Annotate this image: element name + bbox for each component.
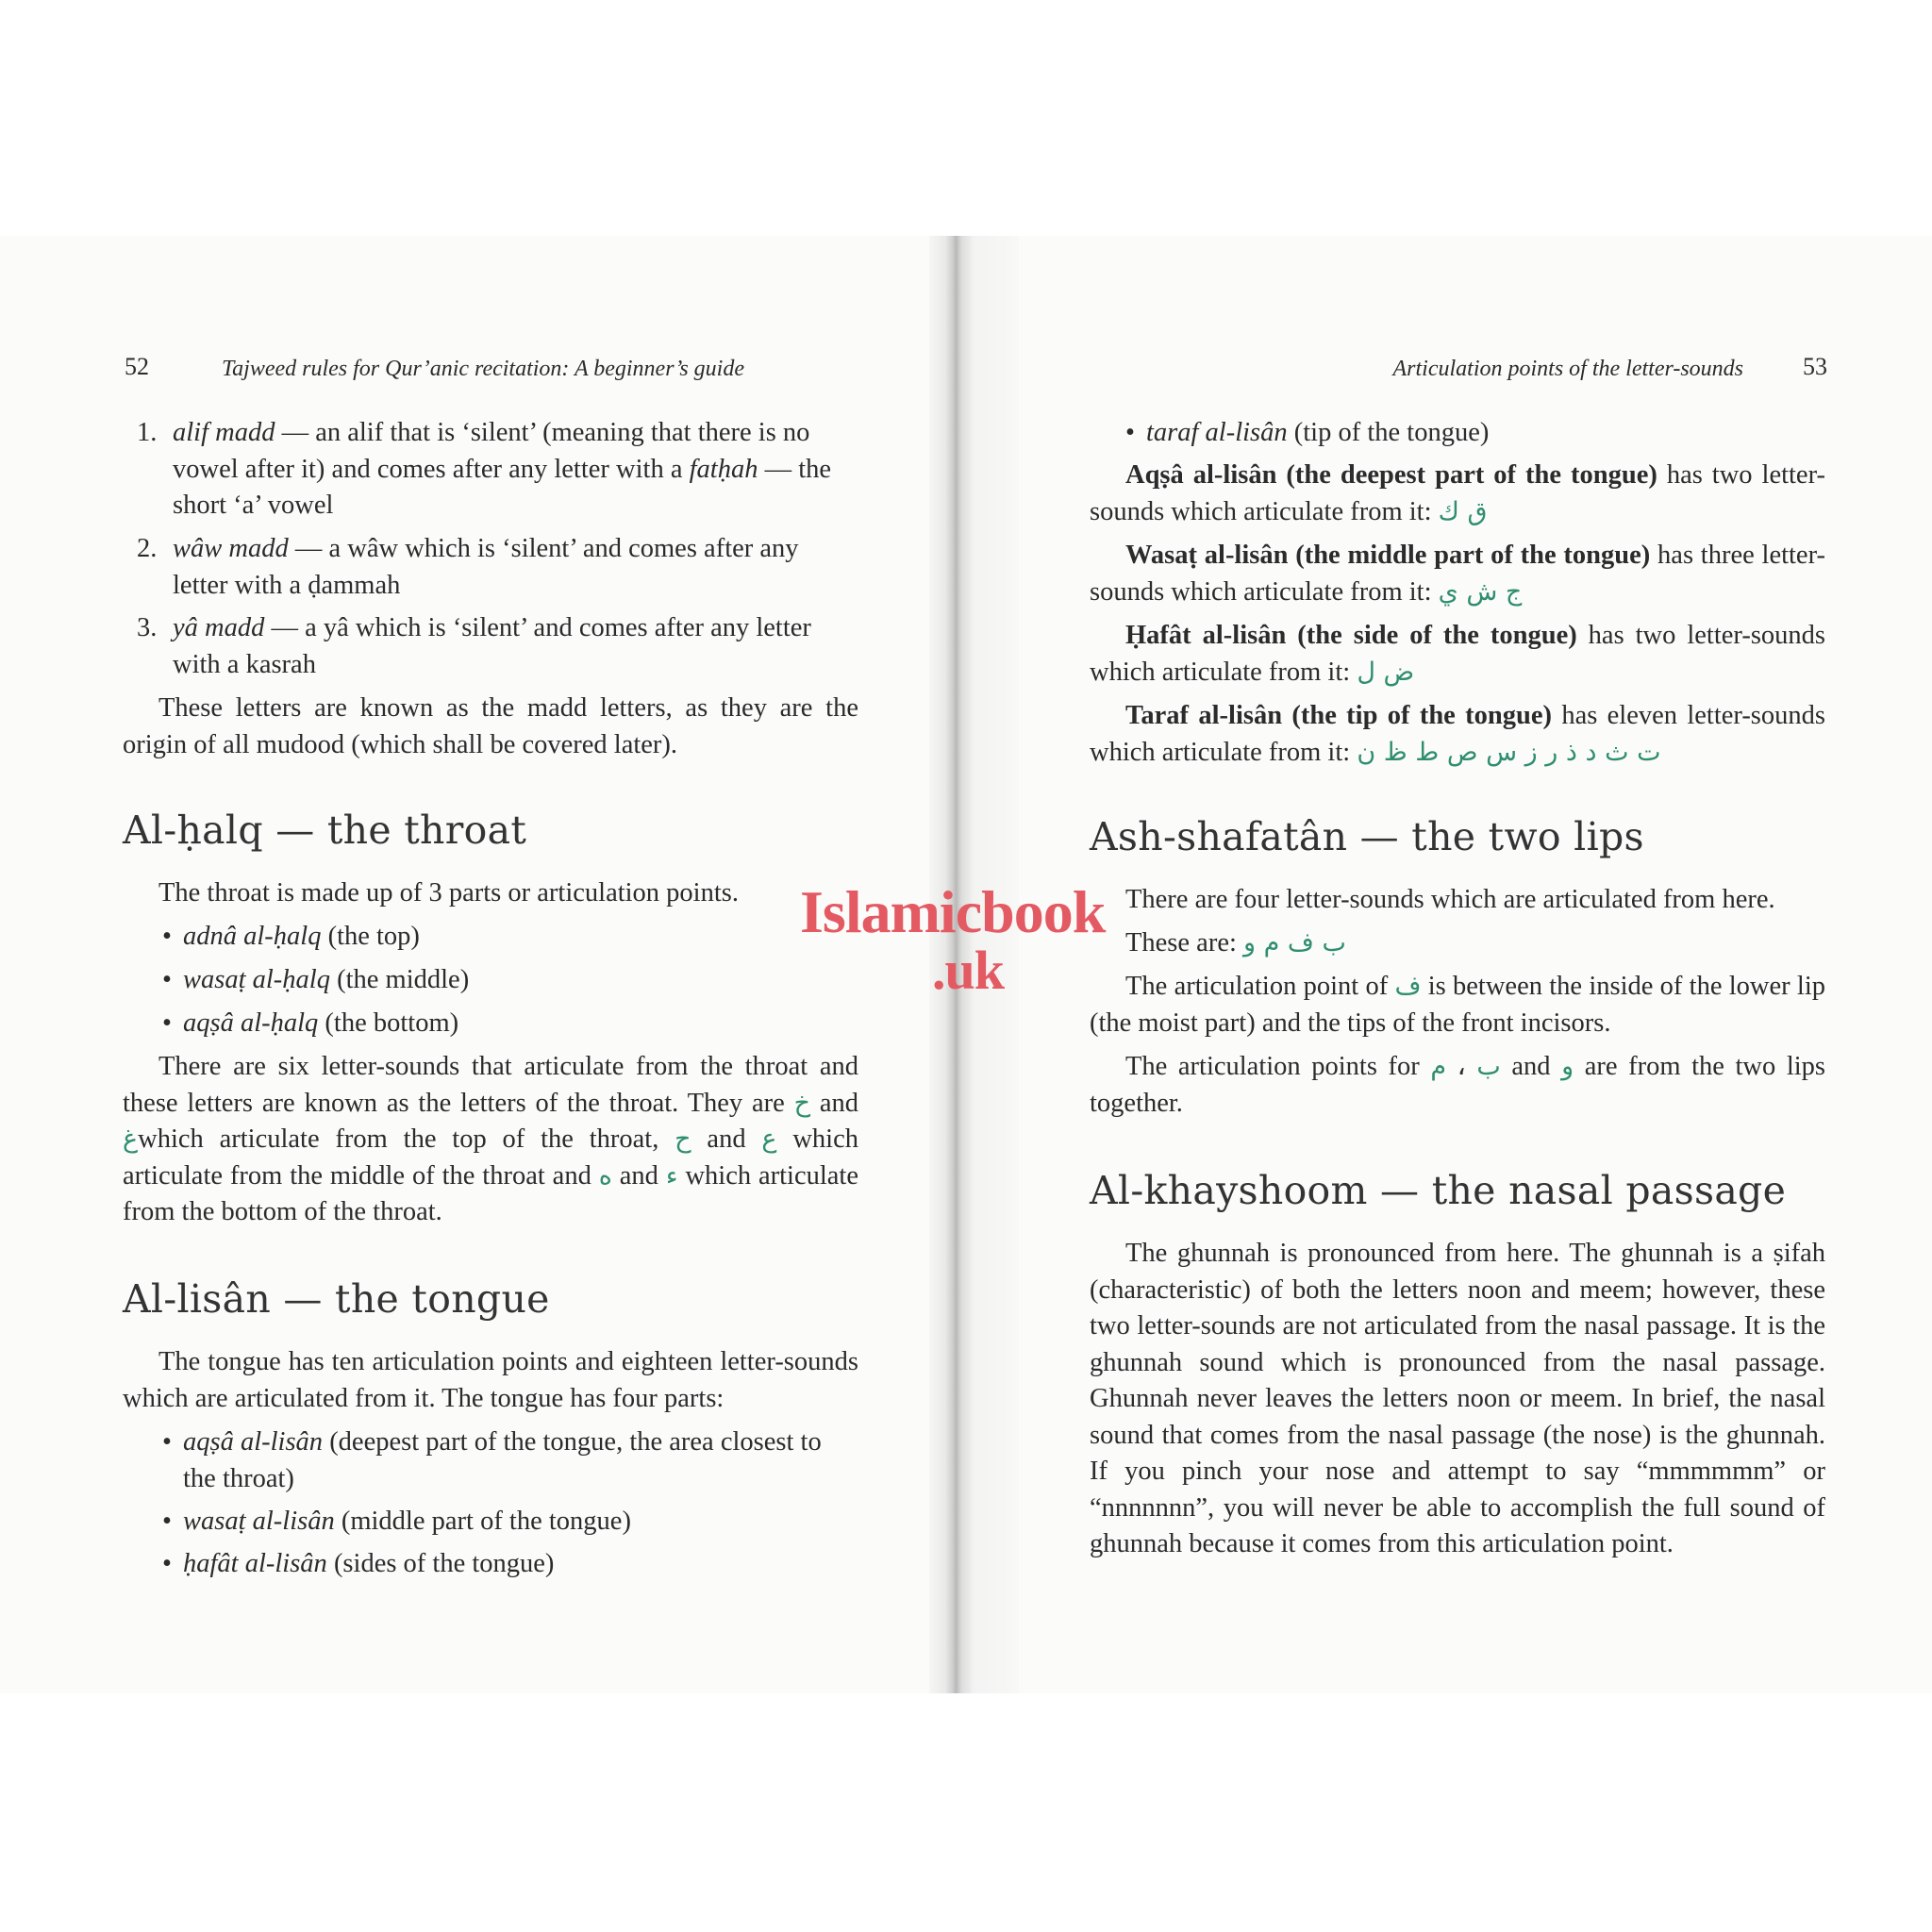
running-head: Tajweed rules for Qur’anic recitation: A beginner’s guide	[222, 357, 744, 381]
bold-term: Taraf al-lisân (the tip of the tongue)	[1125, 701, 1552, 730]
arabic-letters: ت ث د ذ ر ز س ص ط ظ ن	[1357, 737, 1661, 767]
throat-letters-paragraph: There are six letter-sounds that articulate from the throat and these letters are known as the letters of the throat. They are خ and غwhich articulate from the top of the throat, ح and ع which articulate from the middle of the throat and ه and ء which articulate from the bottom of the throat.	[123, 1052, 858, 1226]
arabic-letter: ه	[598, 1160, 612, 1191]
paragraph: The throat is made up of 3 parts or articulation points.	[158, 878, 739, 908]
arabic-letter: ح	[675, 1124, 691, 1154]
articulation-paragraph: Wasaṭ al-lisân (the middle part of the tongue) has three letter-sounds which articulate from it: ج ش ي	[1090, 541, 1825, 607]
bullet-item: • aqṣâ al-lisân (deepest part of the tongue, the area closest to the throat)	[162, 1424, 858, 1497]
arabic-letter: ء	[665, 1160, 678, 1191]
arabic-letter: م	[1430, 1052, 1447, 1081]
page-number: 52	[125, 353, 149, 380]
bold-term: Aqṣâ al-lisân (the deepest part of the tongue)	[1125, 460, 1657, 490]
section-heading: Al-lisân — the tongue	[123, 1276, 550, 1322]
arabic-letter: ب	[1476, 1052, 1501, 1081]
paragraph: The articulation point of ف is between the inside of the lower lip (the moist part) and the tips of the front incisors.	[1090, 972, 1825, 1038]
bullet-icon: •	[1125, 418, 1135, 447]
list-number: 1.	[137, 418, 158, 447]
arabic-letters: ض ل	[1357, 657, 1415, 687]
paragraph: These are: ب ف م و	[1125, 928, 1346, 958]
bullet-item: • wasaṭ al-lisân (middle part of the tongue)	[162, 1504, 858, 1541]
term: wâw madd	[173, 534, 289, 563]
list-item: 3. yâ madd — a yâ which is ‘silent’ and comes after any letter with a kasrah	[137, 610, 858, 683]
watermark-line2: .uk	[932, 940, 1005, 1001]
paragraph: These letters are known as the madd letters, as they are the origin of all mudood (which shall be covered later).	[123, 693, 858, 759]
right-header	[1090, 349, 1825, 383]
bullet-item: • taraf al-lisân (tip of the tongue)	[1125, 415, 1825, 452]
page-number: 53	[1803, 353, 1827, 380]
bold-term: Wasaṭ al-lisân (the middle part of the tongue)	[1125, 541, 1651, 570]
arabic-letter: غ	[123, 1124, 139, 1154]
bullet-icon: •	[162, 1427, 172, 1457]
arabic-letter: ف	[1394, 972, 1422, 1001]
arabic-letter: ع	[761, 1124, 777, 1154]
articulation-paragraph: Taraf al-lisân (the tip of the tongue) has eleven letter-sounds which articulate from it: ت ث د ذ ر ز س ص ط ظ ن	[1090, 701, 1825, 767]
bullet-item: • ḥafât al-lisân (sides of the tongue)	[162, 1546, 858, 1583]
term: yâ madd	[173, 613, 265, 642]
arabic-letters: ب ف م و	[1243, 928, 1346, 958]
list-number: 2.	[137, 534, 158, 563]
arabic-letter: خ	[793, 1088, 811, 1118]
list-item: 1. alif madd — an alif that is ‘silent’ (meaning that there is no vowel after it) and comes after any letter with a fatḥah — the short ‘a’ vowel	[137, 415, 858, 525]
list-number: 3.	[137, 613, 158, 642]
bullet-item: • wasaṭ al-ḥalq (the middle)	[162, 962, 858, 999]
section-heading: Al-khayshoom — the nasal passage	[1090, 1168, 1787, 1213]
paragraph: There are four letter-sounds which are articulated from here.	[1125, 885, 1775, 914]
paragraph: The tongue has ten articulation points and eighteen letter-sounds which are articulated from it. The tongue has four parts:	[123, 1347, 858, 1413]
section-heading: Ash-shafatân — the two lips	[1090, 814, 1644, 859]
paragraph: The ghunnah is pronounced from here. The ghunnah is a ṣifah (characteristic) of both the letters noon and meem; however, these two letter-sounds are not articulated from the nasal passage. It is the ghunnah sound which is pronounced from the nasal passage. Ghunnah never leaves the letters noon or meem. In brief, the nasal sound that comes from the nasal passage (the nose) is the ghunnah. If you pinch your nose and attempt to say “mmmmmm” or “nnnnnnn”, you will never be able to accomplish the full sound of ghunnah because it comes from this articulation point.	[1090, 1239, 1825, 1558]
running-head: Articulation points of the letter-sounds	[1392, 357, 1743, 381]
bullet-icon: •	[162, 1008, 172, 1038]
bullet-icon: •	[162, 1507, 172, 1536]
bullet-item: • adnâ al-ḥalq (the top)	[162, 919, 858, 956]
paragraph: The articulation points for ب ، م and و are from the two lips together.	[1090, 1052, 1825, 1118]
articulation-paragraph: Ḥafât al-lisân (the side of the tongue) has two letter-sounds which articulate from it: ض ل	[1090, 621, 1825, 687]
bold-term: Ḥafât al-lisân (the side of the tongue)	[1125, 621, 1577, 650]
arabic-letters: ج ش ي	[1438, 576, 1523, 607]
arabic-letters: ق ك	[1438, 496, 1488, 526]
left-header	[123, 349, 858, 383]
term: fatḥah	[689, 454, 758, 484]
watermark-line1: Islamicbook	[800, 878, 1106, 945]
bullet-item: • aqṣâ al-ḥalq (the bottom)	[162, 1006, 858, 1042]
bullet-icon: •	[162, 965, 172, 994]
section-heading: Al-ḥalq — the throat	[123, 808, 527, 853]
bullet-icon: •	[162, 1549, 172, 1578]
list-item: 2. wâw madd — a wâw which is ‘silent’ and comes after any letter with a ḍammah	[137, 531, 858, 604]
articulation-paragraph: Aqṣâ al-lisân (the deepest part of the tongue) has two letter-sounds which articulate from it: ق ك	[1090, 460, 1825, 526]
term: alif madd	[173, 418, 275, 447]
arabic-letter: و	[1561, 1052, 1574, 1081]
bullet-icon: •	[162, 922, 172, 951]
